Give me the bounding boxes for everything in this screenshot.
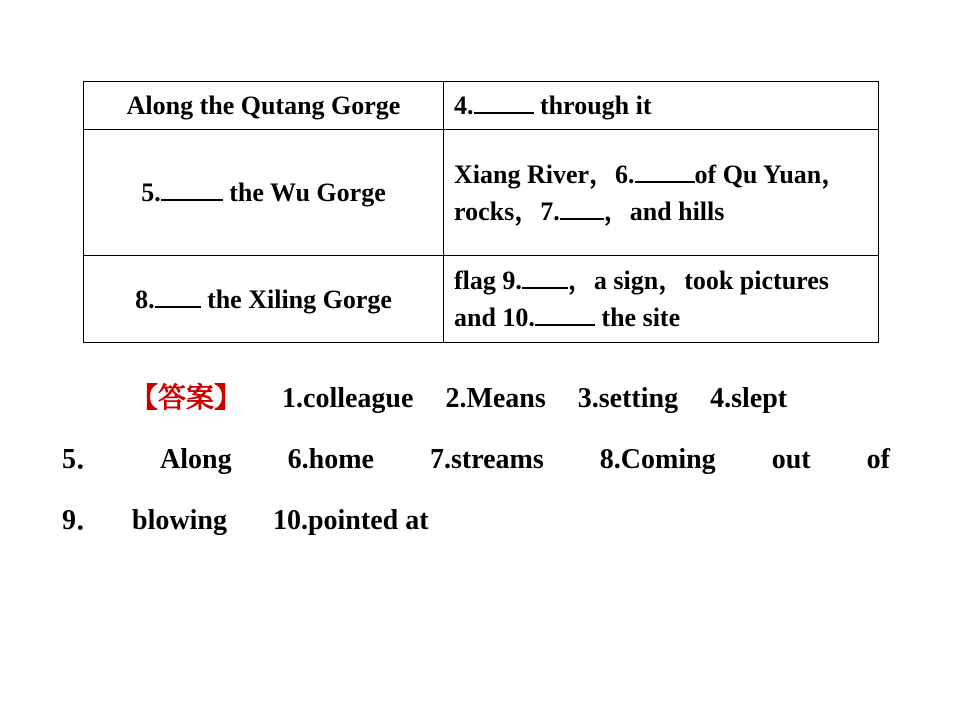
gorge-table [83,81,879,343]
answer-item: out [771,444,811,475]
cell-text: ，a sign，took pictures and 10. [454,266,829,332]
answer-line [62,382,890,416]
answer-item: Along [160,444,232,475]
cell-text: Xiang River，6. [454,159,635,189]
table-row [84,130,879,256]
cell-text: the site [594,303,681,332]
blank-8 [155,281,201,308]
table-cell [84,130,444,256]
blank-10 [535,299,595,326]
answer-item: 6.home [287,444,374,475]
answer-item: of [866,444,890,475]
cell-text: 4. [454,91,474,120]
table-cell [444,82,879,130]
blank-5 [161,174,223,201]
blank-6 [635,156,695,183]
answer-line [62,443,890,477]
answer-item: 4.slept [710,383,788,414]
answer-label: 【答案】 [130,383,243,414]
blank-9 [522,262,568,289]
answer-item: 7.streams [429,444,544,475]
blank-4 [474,87,534,114]
cell-text: 5. [141,178,161,207]
cell-text: the Wu Gorge [222,178,386,207]
table-cell [84,256,444,343]
table-cell [444,256,879,343]
answer-line [62,504,890,538]
cell-text: of Qu Yuan，rocks，7. [454,159,848,226]
cell-text: Along the Qutang Gorge [126,91,401,120]
cell-text: flag 9. [454,266,522,295]
cell-text: through it [533,91,652,120]
blank-7 [560,193,604,220]
answer-item: 10.pointed at [272,505,429,536]
answer-item: 3.setting [577,383,679,414]
cell-text: ，and hills [603,196,725,226]
answer-item: 2.Means [445,383,546,414]
answer-item: blowing [132,505,227,536]
answer-item: 1.colleague [282,383,414,414]
table-row [84,256,879,343]
answer-item: 5． [62,444,105,475]
answer-item: 8.Coming [599,444,716,475]
answer-item: 9． [62,505,105,536]
table-cell [444,130,879,256]
cell-text: the Xiling Gorge [200,284,392,314]
table-row [84,82,879,130]
cell-text: 8. [135,284,155,314]
table-cell [84,82,444,130]
